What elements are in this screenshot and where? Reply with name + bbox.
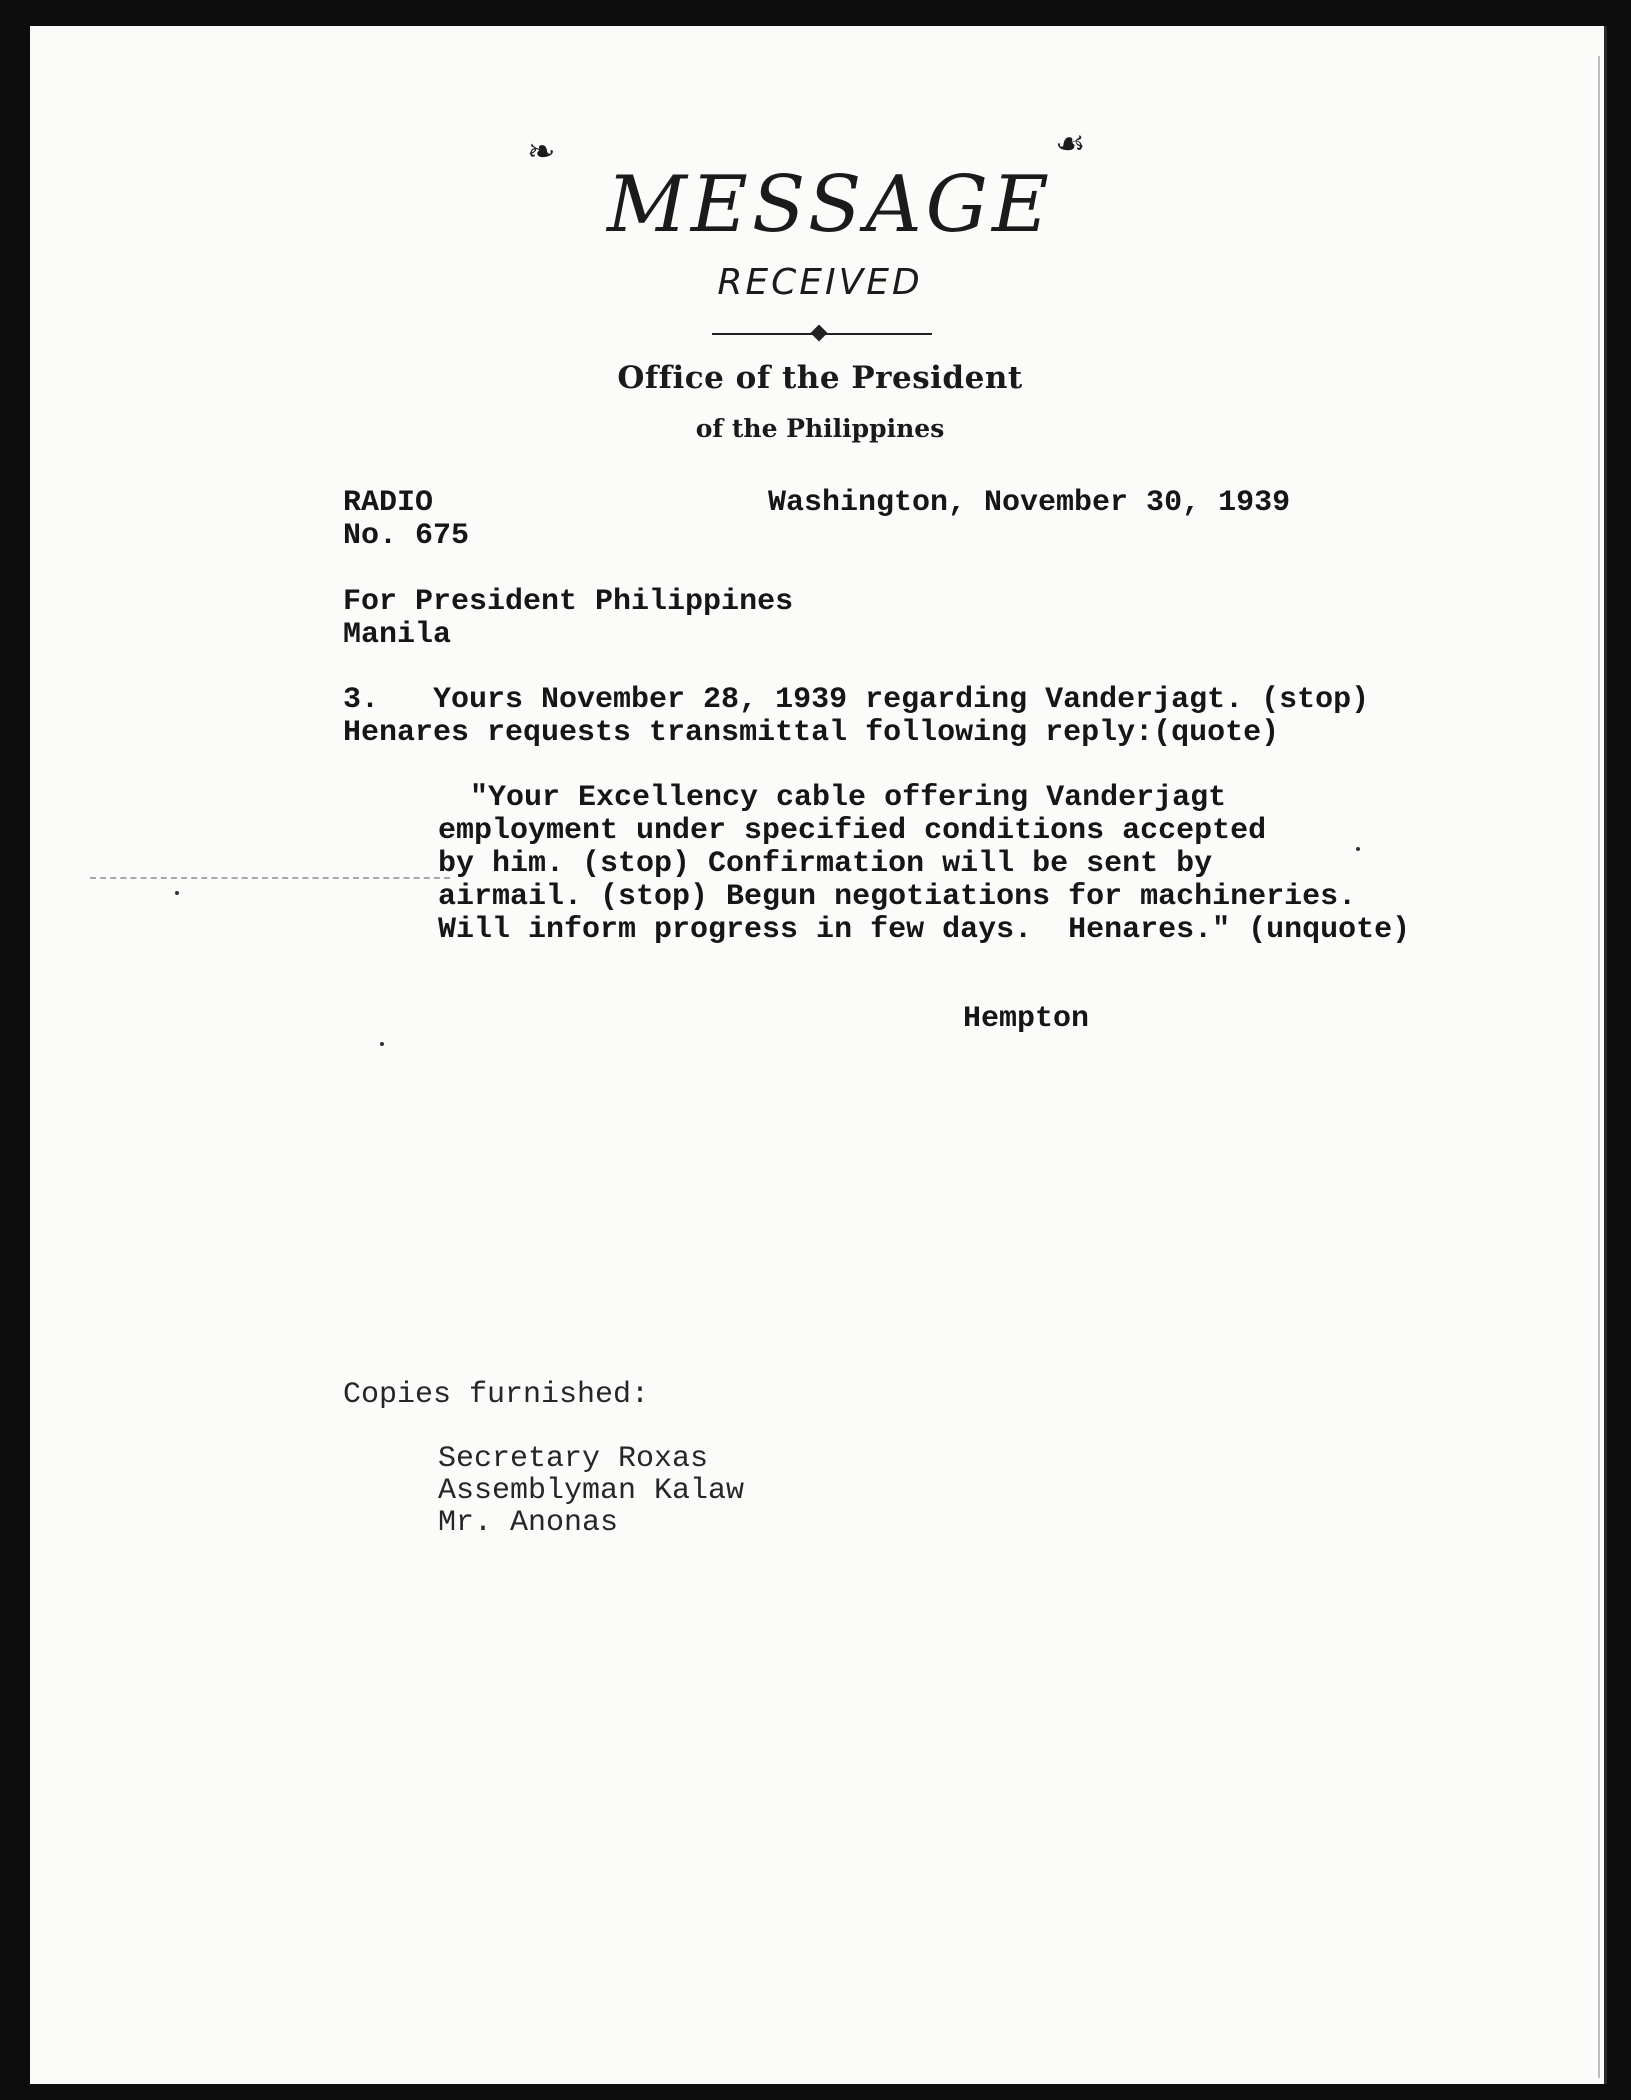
body-line-1: 3. Yours November 28, 1939 regarding Vanderjagt. (stop): [343, 683, 1370, 717]
speck: [380, 1042, 384, 1046]
ornament-left-icon: ❧: [527, 132, 556, 172]
speck: [1356, 847, 1360, 851]
copy-recipient: Mr. Anonas: [438, 1506, 619, 1540]
office-line-2: of the Philippines: [695, 414, 945, 443]
quote-line-3: by him. (stop) Confirmation will be sent by: [438, 847, 1213, 881]
copies-heading: Copies furnished:: [343, 1378, 650, 1412]
copy-recipient: Assemblyman Kalaw: [438, 1474, 745, 1508]
message-type: RADIO: [343, 486, 434, 520]
signature: Hempton: [963, 1002, 1090, 1036]
letterhead-title: MESSAGE: [607, 160, 1053, 250]
body-line-2: Henares requests transmittal following reply:(quote): [343, 716, 1280, 750]
divider-diamond-icon: [811, 325, 828, 342]
quote-line-4: airmail. (stop) Begun negotiations for machineries.: [438, 880, 1357, 914]
page-edge-line: [1598, 56, 1600, 2078]
quote-line-5: Will inform progress in few days. Henares." (unquote): [438, 913, 1411, 947]
addressee-line-2: Manila: [343, 618, 452, 652]
copy-recipient: Secretary Roxas: [438, 1442, 709, 1476]
fold-mark: [90, 877, 450, 879]
quote-line-1: "Your Excellency cable offering Vanderjagt: [470, 781, 1227, 815]
office-line-1: Office of the President: [617, 360, 1023, 396]
quote-line-2: employment under specified conditions accepted: [438, 814, 1267, 848]
speck: [175, 891, 179, 895]
addressee-line-1: For President Philippines: [343, 585, 794, 619]
place-date: Washington, November 30, 1939: [768, 486, 1291, 520]
message-number: No. 675: [343, 519, 470, 553]
ornament-right-icon: ☙: [1055, 124, 1086, 164]
letterhead-subtitle: RECEIVED: [717, 262, 923, 303]
document-page: [30, 26, 1607, 2084]
